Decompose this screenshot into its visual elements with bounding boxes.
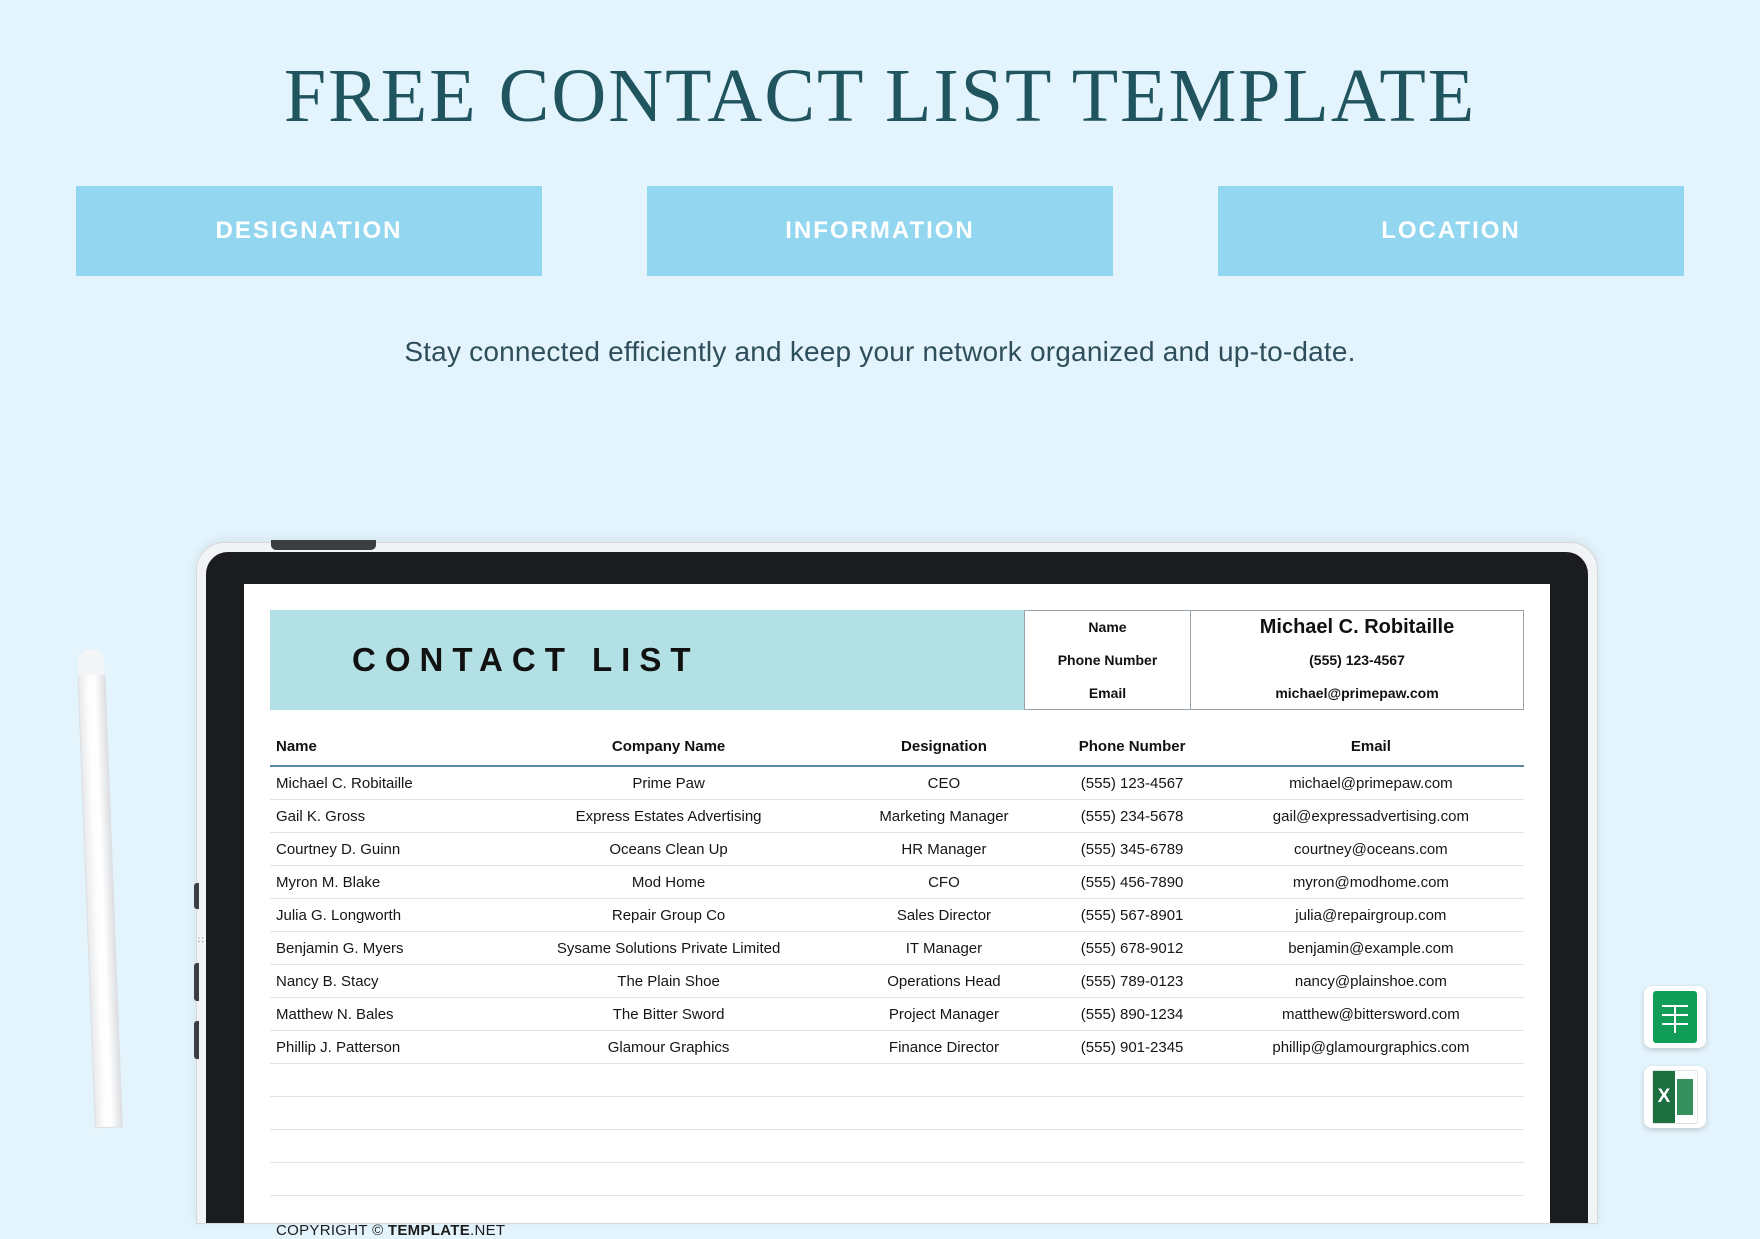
cell-company[interactable]: Prime Paw [496,766,842,800]
value-email: michael@primepaw.com [1275,684,1439,701]
copyright-notice [270,1222,1524,1239]
google-sheets-icon[interactable] [1644,986,1706,1048]
badge-row [76,186,1684,276]
cell-phone[interactable]: (555) 901-2345 [1046,1031,1217,1064]
table-row[interactable] [270,866,1524,899]
cell-email[interactable] [1218,1163,1524,1196]
cell-company[interactable] [496,1130,842,1163]
cell-phone[interactable]: (555) 123-4567 [1046,766,1217,800]
tablet-device [196,542,1598,1239]
value-name: Michael C. Robitaille [1259,615,1455,638]
primary-contact-values [1191,611,1523,709]
cell-designation[interactable]: Project Manager [841,998,1046,1031]
cell-company[interactable] [496,1064,842,1097]
cell-designation[interactable]: HR Manager [841,833,1046,866]
page-title: FREE CONTACT LIST TEMPLATE [283,54,1477,138]
cell-designation[interactable]: IT Manager [841,932,1046,965]
cell-name[interactable] [270,1163,496,1196]
table-row-empty[interactable] [270,1097,1524,1130]
device-button-volume-up[interactable] [194,963,199,1001]
excel-grid [1677,1079,1693,1115]
cell-phone[interactable]: (555) 789-0123 [1046,965,1217,998]
cell-phone[interactable]: (555) 234-5678 [1046,800,1217,833]
cell-designation[interactable]: CEO [841,766,1046,800]
cell-email[interactable]: nancy@plainshoe.com [1218,965,1524,998]
device-button-volume-down[interactable] [194,1021,199,1059]
cell-company[interactable] [496,1097,842,1130]
cell-company[interactable]: Sysame Solutions Private Limited [496,932,842,965]
cell-company[interactable]: The Bitter Sword [496,998,842,1031]
label-phone: Phone Number [1057,652,1158,668]
cell-company[interactable]: Express Estates Advertising [496,800,842,833]
cell-phone[interactable]: (555) 890-1234 [1046,998,1217,1031]
cell-phone[interactable] [1046,1163,1217,1196]
cell-designation[interactable]: CFO [841,866,1046,899]
sheet-header [270,610,1524,710]
excel-glyph [1652,1070,1698,1124]
column-header-name: Name [270,732,496,766]
cell-company[interactable]: Oceans Clean Up [496,833,842,866]
cell-name[interactable] [270,1097,496,1130]
cell-name[interactable]: Michael C. Robitaille [270,766,496,800]
sheets-glyph [1653,991,1697,1043]
table-row-empty[interactable] [270,1130,1524,1163]
cell-email[interactable] [1218,1097,1524,1130]
badge-designation[interactable]: DESIGNATION [76,186,542,276]
device-bezel [206,552,1588,1239]
copyright-suffix: .NET [470,1222,506,1239]
cell-email[interactable]: myron@modhome.com [1218,866,1524,899]
cell-company[interactable]: The Plain Shoe [496,965,842,998]
table-row[interactable] [270,766,1524,800]
cell-email[interactable]: phillip@glamourgraphics.com [1218,1031,1524,1064]
cell-name[interactable]: Myron M. Blake [270,866,496,899]
column-header-phone: Phone Number [1046,732,1217,766]
cell-company[interactable]: Repair Group Co [496,899,842,932]
table-row[interactable] [270,1031,1524,1064]
cell-name[interactable] [270,1130,496,1163]
cell-email[interactable]: matthew@bittersword.com [1218,998,1524,1031]
table-row-empty[interactable] [270,1163,1524,1196]
device-button-power[interactable] [194,883,199,909]
cell-email[interactable]: julia@repairgroup.com [1218,899,1524,932]
badge-information[interactable]: INFORMATION [647,186,1113,276]
copyright-brand: TEMPLATE [387,1222,471,1239]
table-header-row [270,732,1524,766]
cell-designation[interactable] [841,1097,1046,1130]
table-row[interactable] [270,965,1524,998]
cell-designation[interactable]: Finance Director [841,1031,1046,1064]
cell-company[interactable]: Mod Home [496,866,842,899]
cell-name[interactable]: Benjamin G. Myers [270,932,496,965]
table-row[interactable] [270,998,1524,1031]
column-header-email: Email [1218,732,1524,766]
label-email: Email [1088,684,1127,701]
stylus-pencil [77,666,123,1129]
cell-name[interactable]: Nancy B. Stacy [270,965,496,998]
cell-company[interactable]: Glamour Graphics [496,1031,842,1064]
primary-contact-labels [1025,611,1191,709]
device-screen [244,584,1550,1239]
column-header-designation: Designation [841,732,1046,766]
cell-name[interactable]: Phillip J. Patterson [270,1031,496,1064]
cell-email[interactable]: benjamin@example.com [1218,932,1524,965]
table-row-empty[interactable] [270,1064,1524,1097]
cell-phone[interactable]: (555) 345-6789 [1046,833,1217,866]
column-header-company: Company Name [496,732,842,766]
cell-name[interactable]: Courtney D. Guinn [270,833,496,866]
primary-contact-card [1024,610,1524,710]
cell-designation[interactable]: Operations Head [841,965,1046,998]
cell-phone[interactable]: (555) 678-9012 [1046,932,1217,965]
cell-phone[interactable] [1046,1130,1217,1163]
contacts-table [270,732,1524,1196]
copyright-prefix: COPYRIGHT © [276,1222,388,1239]
cell-email[interactable] [1218,1064,1524,1097]
page-subtitle: Stay connected efficiently and keep your network organized and up-to-date. [404,336,1356,367]
cell-name[interactable]: Julia G. Longworth [270,899,496,932]
cell-designation[interactable] [841,1163,1046,1196]
contacts-table-body [270,766,1524,1196]
table-row[interactable] [270,800,1524,833]
cell-email[interactable]: michael@primepaw.com [1218,766,1524,800]
table-row[interactable] [270,932,1524,965]
cell-phone[interactable] [1046,1097,1217,1130]
table-row[interactable] [270,899,1524,932]
badge-location[interactable]: LOCATION [1218,186,1684,276]
cell-name[interactable]: Gail K. Gross [270,800,496,833]
sheet-title: CONTACT LIST [270,610,1024,710]
contact-list-sheet [244,584,1550,1239]
label-name: Name [1088,619,1127,636]
cell-designation[interactable] [841,1064,1046,1097]
cell-name[interactable]: Matthew N. Bales [270,998,496,1031]
cell-name[interactable] [270,1064,496,1097]
cell-email[interactable] [1218,1130,1524,1163]
cell-email[interactable]: courtney@oceans.com [1218,833,1524,866]
microsoft-excel-icon[interactable] [1644,1066,1706,1128]
cell-designation[interactable]: Sales Director [841,899,1046,932]
cell-phone[interactable]: (555) 567-8901 [1046,899,1217,932]
cell-phone[interactable] [1046,1064,1217,1097]
cell-designation[interactable]: Marketing Manager [841,800,1046,833]
cell-designation[interactable] [841,1130,1046,1163]
device-connector-dots: ∷ [198,935,205,945]
cell-phone[interactable]: (555) 456-7890 [1046,866,1217,899]
table-row[interactable] [270,833,1524,866]
file-format-icons [1644,986,1714,1128]
camera-bar [271,540,376,550]
cell-company[interactable] [496,1163,842,1196]
value-phone: (555) 123-4567 [1309,652,1405,668]
excel-letter: X [1653,1071,1675,1123]
cell-email[interactable]: gail@expressadvertising.com [1218,800,1524,833]
